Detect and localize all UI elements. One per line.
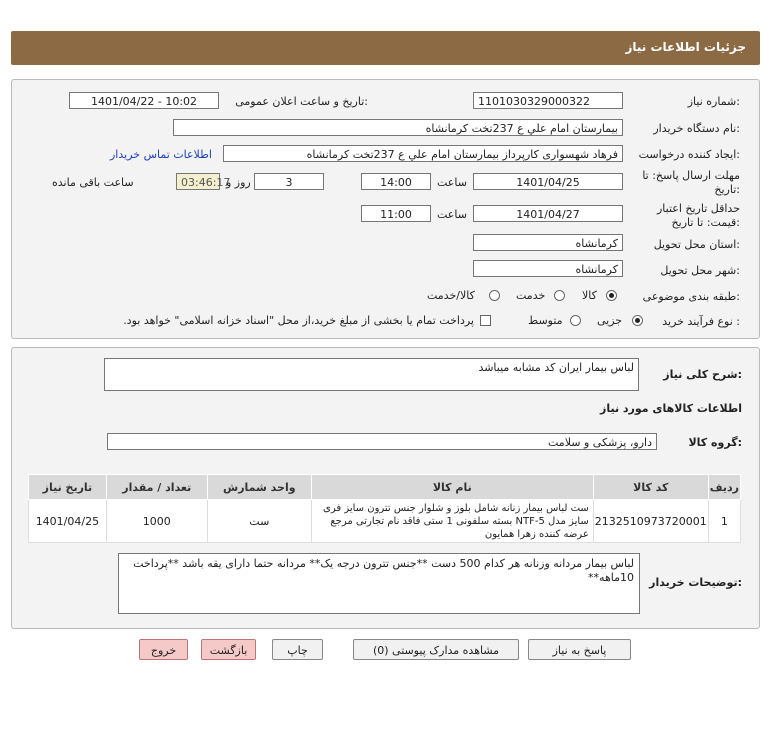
process-radio-minor[interactable] [632,315,643,326]
cell-unit: ست [207,500,311,543]
cell-name: ست لباس بیمار زنانه شامل بلوز و شلوار جنس تترون سایز فری سایز مدل NTF-5 بسته سلفونی 1 ستی فاقد نام تجارتی مرجع عرضه کننده زهرا همایون [311,500,593,543]
category-radio-goods[interactable] [606,290,617,301]
price-validity-label-2: قیمت: تا تاریخ: [671,216,740,229]
col-date: تاریخ نیاز [29,475,107,500]
process-radio-medium[interactable] [570,315,581,326]
col-row: ردیف [708,475,740,500]
col-unit: واحد شمارش [207,475,311,500]
goods-group-field: دارو، پزشکی و سلامت [107,433,657,450]
category-radio-service[interactable] [554,290,565,301]
process-option-medium: متوسط [528,314,563,327]
page-header [11,31,760,65]
response-time-label: ساعت [437,176,467,189]
requester-field: فرهاد شهسواری كارپرداز بیمارستان امام علي ع 237تخت كرمانشاه [223,145,623,162]
remaining-label: ساعت باقی مانده [52,176,134,189]
goods-info-title: اطلاعات کالاهای مورد نیاز [600,402,742,415]
summary-field: لباس بیمار ایران کد مشابه میباشد [104,358,639,391]
buyer-org-field: بیمارستان امام علي ع 237تخت كرمانشاه [173,119,623,136]
buyer-notes-field: لباس بیمار مردانه وزنانه هر کدام 500 دست **جنس تترون درجه یک** مردانه حتما دارای یقه باشد **پرداخت 10ماهه** [118,553,640,614]
price-validity-date: 1401/04/27 [473,205,623,222]
delivery-city-field: کرمانشاه [473,260,623,277]
cell-row: 1 [708,500,740,543]
buyer-contact-link[interactable]: اطلاعات تماس خریدار [110,148,212,161]
buyer-org-label: نام دستگاه خریدار: [653,122,740,135]
response-deadline-label: مهلت ارسال پاسخ: تا [642,169,740,182]
category-option-goods: کالا [582,289,597,302]
remaining-time: 03:46:17 [176,173,220,190]
delivery-city-label: شهر محل تحویل: [660,264,740,277]
days-label: روز و [226,176,251,189]
need-number-label: شماره نیاز: [687,95,740,108]
category-option-goods-service: کالا/خدمت [427,289,475,302]
view-attachments-button[interactable]: مشاهده مدارک پیوستی (0) [353,639,519,660]
price-validity-time: 11:00 [361,205,431,222]
need-number-field: 1101030329000322 [473,92,623,109]
treasury-bonds-label: پرداخت تمام یا بخشی از مبلغ خرید،از محل "اسناد خزانه اسلامی" خواهد بود. [123,314,474,327]
col-qty: تعداد / مقدار [106,475,207,500]
cell-qty: 1000 [106,500,207,543]
category-option-service: خدمت [516,289,546,302]
table-row [29,500,741,543]
response-deadline-label-2: تاریخ: [714,183,740,196]
col-code: کد کالا [593,475,708,500]
response-deadline-date: 1401/04/25 [473,173,623,190]
announce-datetime-field: 1401/04/22 - 10:02 [69,92,219,109]
price-validity-time-label: ساعت [437,208,467,221]
page-title: جزئیات اطلاعات نیاز [625,40,746,54]
print-button[interactable]: چاپ [272,639,323,660]
table-header-row [29,475,741,500]
purchase-process-label: نوع فرآیند خرید : [662,315,740,328]
remaining-days: 3 [254,173,324,190]
respond-button[interactable]: پاسخ به نیاز [528,639,631,660]
delivery-province-label: استان محل تحویل: [653,238,740,251]
response-deadline-time: 14:00 [361,173,431,190]
announce-datetime-label: تاریخ و ساعت اعلان عمومی: [235,95,368,108]
buyer-notes-label: توضیحات خریدار: [649,576,742,589]
requester-label: ایجاد کننده درخواست: [638,148,740,161]
price-validity-label: حداقل تاریخ اعتبار [656,202,740,215]
process-option-minor: جزیی [597,314,623,327]
category-radio-goods-service[interactable] [489,290,500,301]
treasury-bonds-checkbox[interactable] [480,315,491,326]
cell-date: 1401/04/25 [29,500,107,543]
back-button[interactable]: بازگشت [201,639,256,660]
exit-button[interactable]: خروج [139,639,188,660]
cell-code: 2132510973720001 [593,500,708,543]
delivery-province-field: کرمانشاه [473,234,623,251]
summary-label: شرح کلی نیاز: [663,368,742,381]
col-name: نام کالا [311,475,593,500]
goods-table [28,474,741,543]
category-label: طبقه بندی موضوعی: [642,290,740,303]
goods-group-label: گروه کالا: [688,436,742,449]
